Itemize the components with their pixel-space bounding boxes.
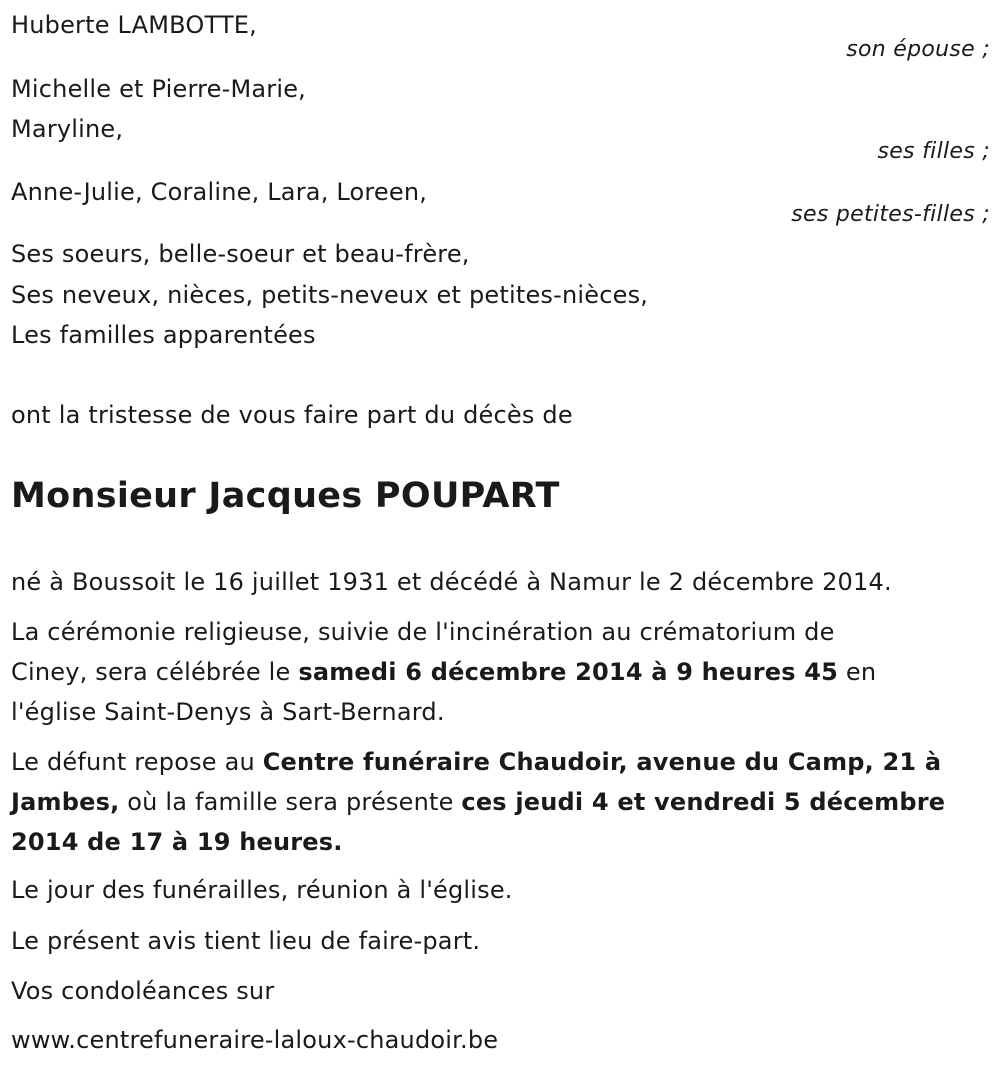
spouse-relation: son épouse ; [846, 37, 990, 62]
visitation-dates: ces jeudi 4 et vendredi 5 décembre [461, 788, 946, 816]
visitation-hours: 2014 de 17 à 19 heures. [11, 828, 343, 856]
ceremony-line-2-pre: Ciney, sera célébrée le [11, 658, 299, 686]
daughter-line-2: Maryline, [11, 115, 124, 143]
visitation-line-3 [11, 827, 343, 857]
visitation-line-1-pre: Le défunt repose au [11, 748, 263, 776]
relatives-line-3: Les familles apparentées [11, 321, 316, 349]
ceremony-date-time: samedi 6 décembre 2014 à 9 heures 45 [298, 658, 839, 686]
ceremony-line-1: La cérémonie religieuse, suivie de l'incinération au crématorium de [11, 618, 835, 646]
announcement-text: ont la tristesse de vous faire part du décès de [11, 401, 573, 429]
condolences-label: Vos condoléances sur [11, 977, 275, 1005]
granddaughters-line: Anne-Julie, Coraline, Lara, Loreen, [11, 178, 428, 206]
relatives-line-1: Ses soeurs, belle-soeur et beau-frère, [11, 240, 470, 268]
visitation-line-2-mid: où la famille sera présente [119, 788, 462, 816]
notice-line: Le présent avis tient lieu de faire-part. [11, 927, 481, 955]
daughters-relation: ses filles ; [877, 139, 990, 164]
visitation-place: Centre funéraire Chaudoir, avenue du Camp, 21 à [262, 748, 942, 776]
visitation-line-2 [11, 787, 945, 817]
birth-death-line: né à Boussoit le 16 juillet 1931 et décédé à Namur le 2 décembre 2014. [11, 568, 892, 596]
deceased-name: Monsieur Jacques POUPART [11, 476, 560, 516]
granddaughters-relation: ses petites-filles ; [791, 202, 990, 227]
spouse-name: Huberte LAMBOTTE, [11, 11, 258, 39]
funeral-meeting-line: Le jour des funérailles, réunion à l'église. [11, 876, 513, 904]
website-link[interactable]: www.centrefuneraire-laloux-chaudoir.be [11, 1026, 499, 1054]
ceremony-line-2 [11, 657, 876, 687]
visitation-line-1 [11, 747, 941, 777]
relatives-line-2: Ses neveux, nièces, petits-neveux et petites-nièces, [11, 281, 649, 309]
ceremony-line-2-post: en [838, 658, 877, 686]
daughter-line-1: Michelle et Pierre-Marie, [11, 75, 307, 103]
visitation-place-city: Jambes, [11, 788, 120, 816]
ceremony-line-3: l'église Saint-Denys à Sart-Bernard. [11, 698, 445, 726]
